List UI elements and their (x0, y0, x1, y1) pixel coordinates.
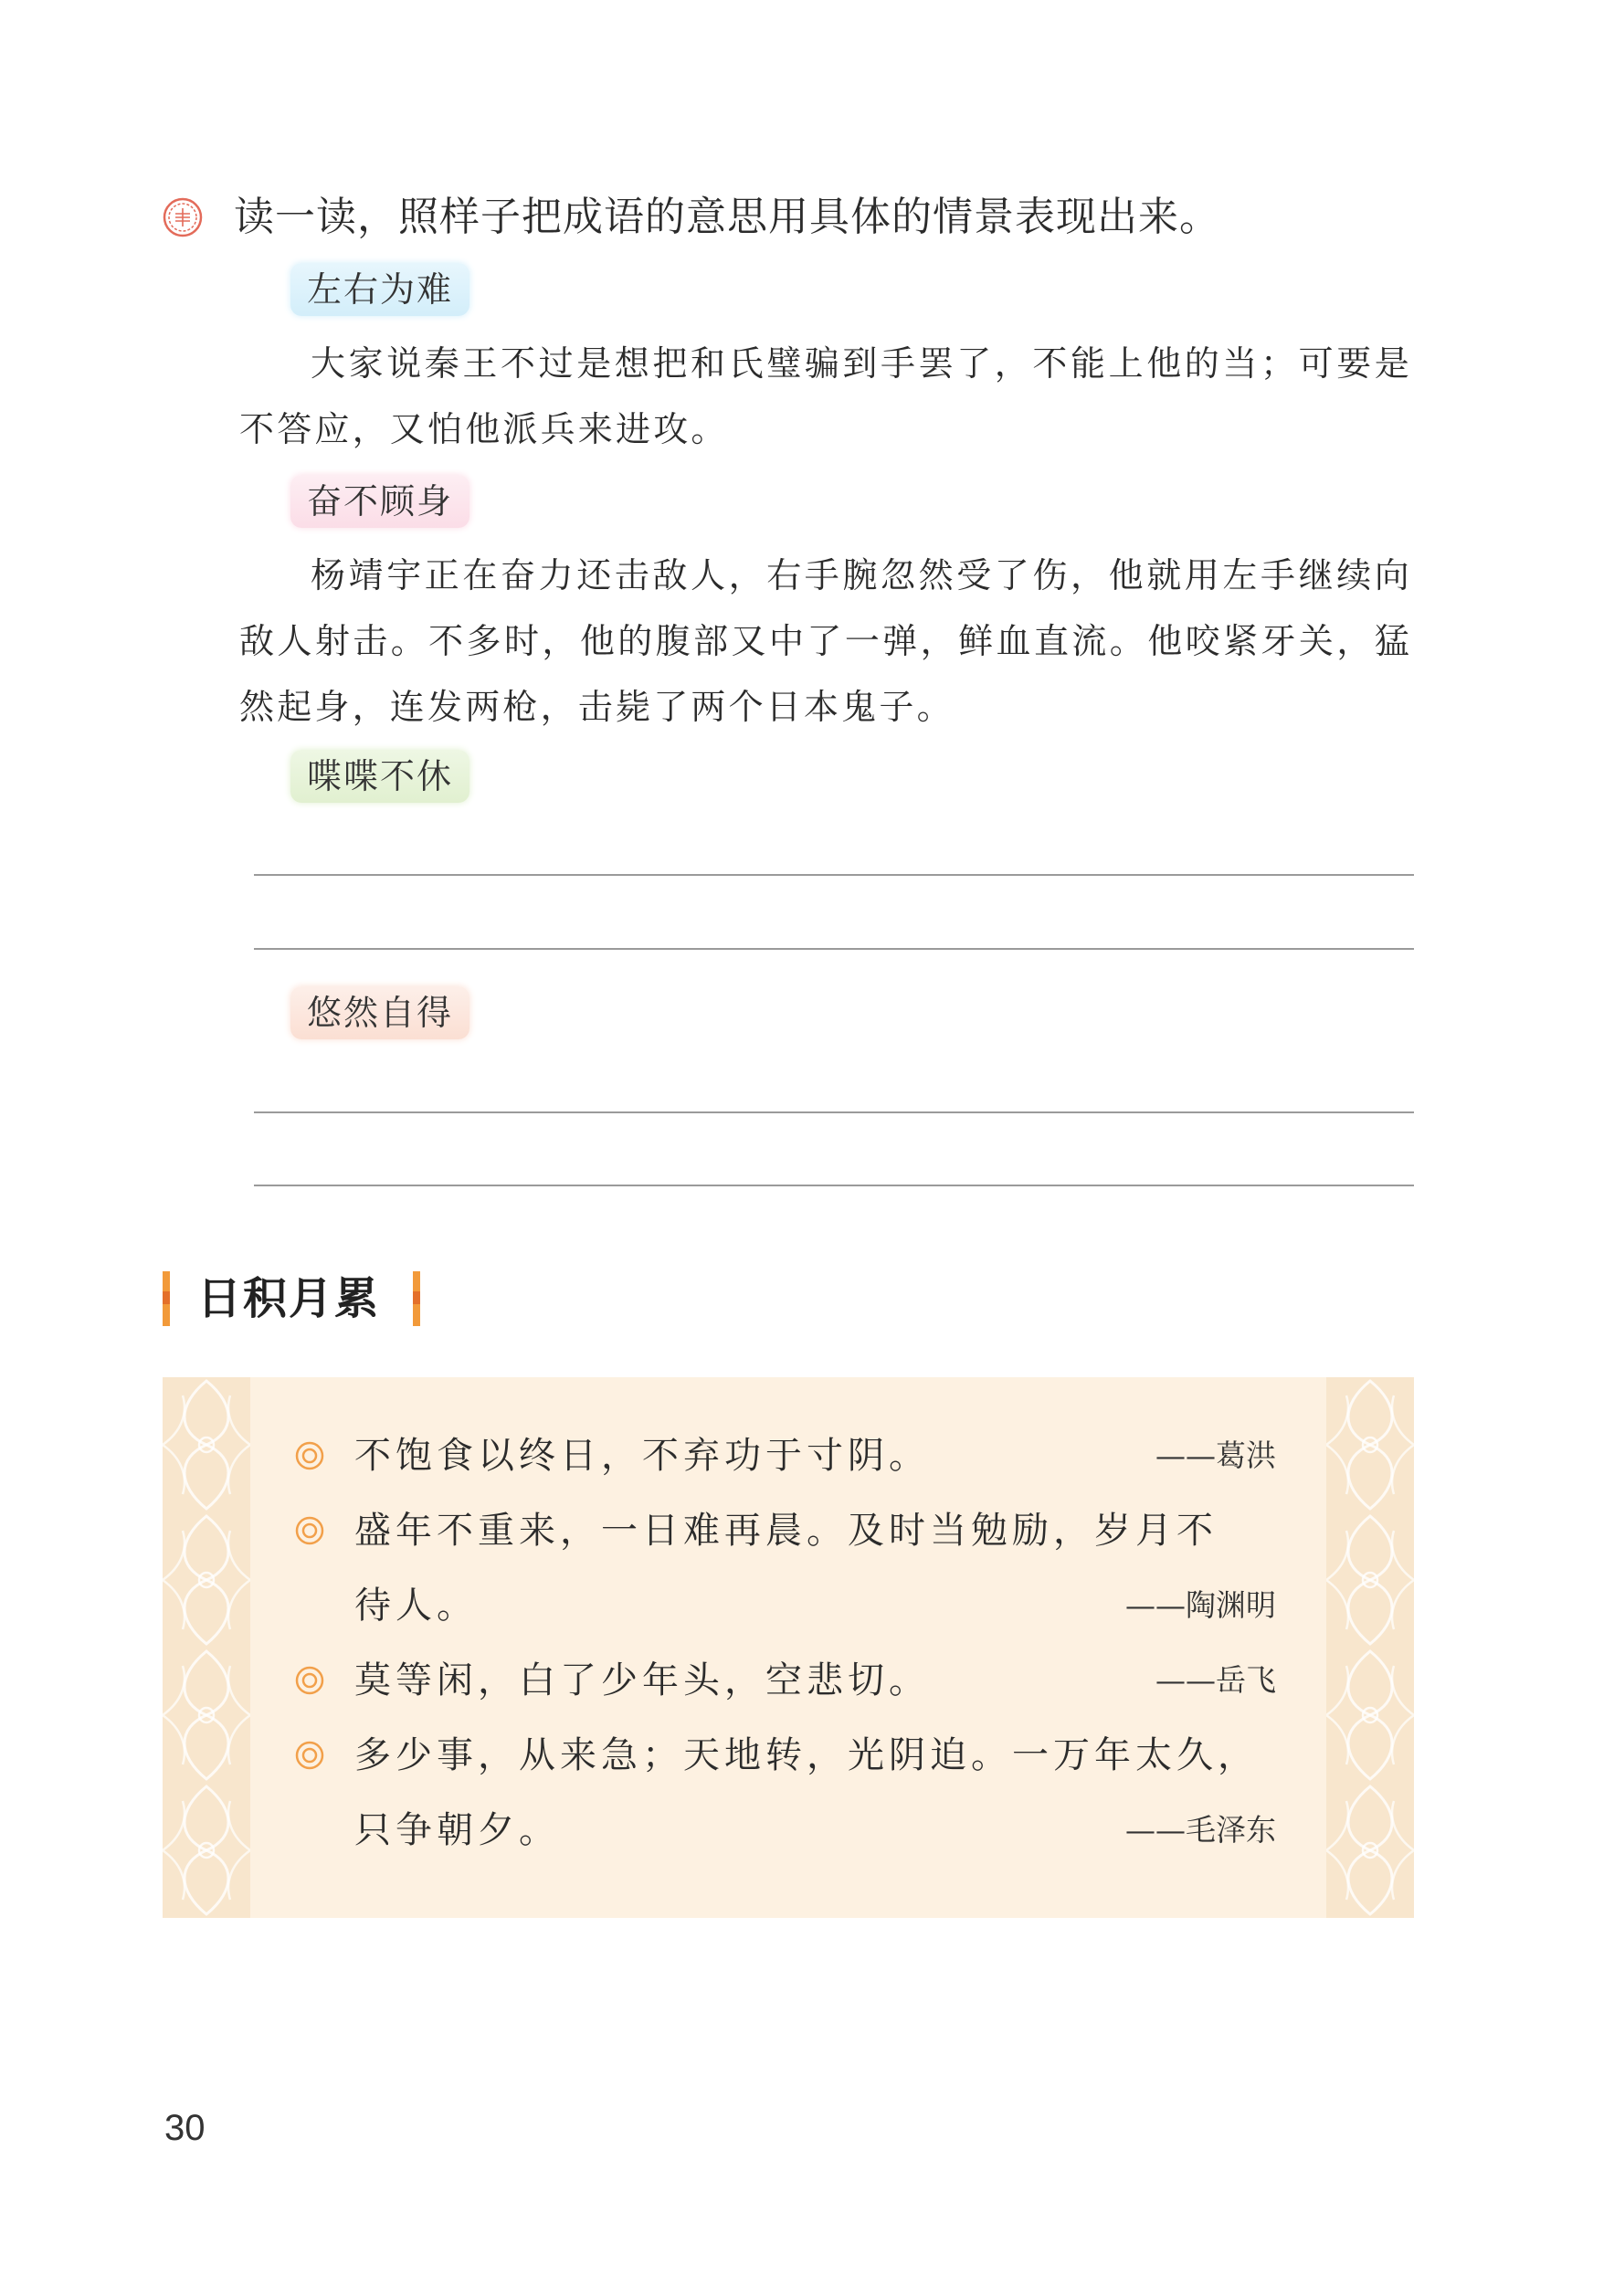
answer-line[interactable] (254, 1185, 1414, 1186)
quote-text: 不饱食以终日，不弃功于寸阴。 (354, 1435, 930, 1477)
ornament-pattern (163, 1377, 250, 1918)
idiom-tag: 奋不顾身 (290, 475, 469, 528)
double-circle-bullet-icon (294, 1740, 325, 1771)
page-number: 30 (164, 2108, 206, 2148)
seal-stamp-icon (163, 197, 203, 237)
idiom-tag: 左右为难 (290, 263, 469, 316)
example-paragraph: 大家说秦王不过是想把和氏璧骗到手罢了，不能上他的当；可要是不答应，又怕他派兵来进攻。 (239, 343, 1412, 449)
double-circle-bullet-icon (294, 1515, 325, 1546)
quote-author: ——葛洪 (1155, 1438, 1276, 1473)
section-title: 日积月累 (197, 1273, 381, 1324)
quote-author: ——陶渊明 (1125, 1587, 1276, 1623)
quote-text: 待人。 (354, 1585, 478, 1627)
quote-text: 只争朝夕。 (354, 1809, 560, 1851)
quote-author: ——岳飞 (1155, 1662, 1276, 1698)
quote-text: 莫等闲，白了少年头，空悲切。 (354, 1659, 930, 1701)
instruction-text: 读一读，照样子把成语的意思用具体的情景表现出来。 (234, 194, 1220, 240)
heading-accent-bar (163, 1271, 170, 1326)
quote-text: 多少事，从来急；天地转，光阴迫。一万年太久， (354, 1734, 1259, 1776)
answer-line[interactable] (254, 874, 1414, 876)
ornament-pattern (1326, 1377, 1414, 1918)
idiom-tag: 喋喋不休 (290, 750, 469, 803)
example-paragraph: 杨靖宇正在奋力还击敌人，右手腕忽然受了伤，他就用左手继续向敌人射击。不多时，他的腹部又中了一弹，鲜血直流。他咬紧牙关，猛然起身，连发两枪，击毙了两个日本鬼子。 (239, 555, 1412, 727)
quote-text: 盛年不重来，一日难再晨。及时当勉励，岁月不 (354, 1510, 1218, 1552)
double-circle-bullet-icon (294, 1665, 325, 1696)
heading-accent-bar (413, 1271, 420, 1326)
quote-author: ——毛泽东 (1125, 1812, 1276, 1848)
idiom-tag: 悠然自得 (290, 986, 469, 1039)
answer-line[interactable] (254, 948, 1414, 950)
answer-line[interactable] (254, 1111, 1414, 1113)
double-circle-bullet-icon (294, 1440, 325, 1471)
